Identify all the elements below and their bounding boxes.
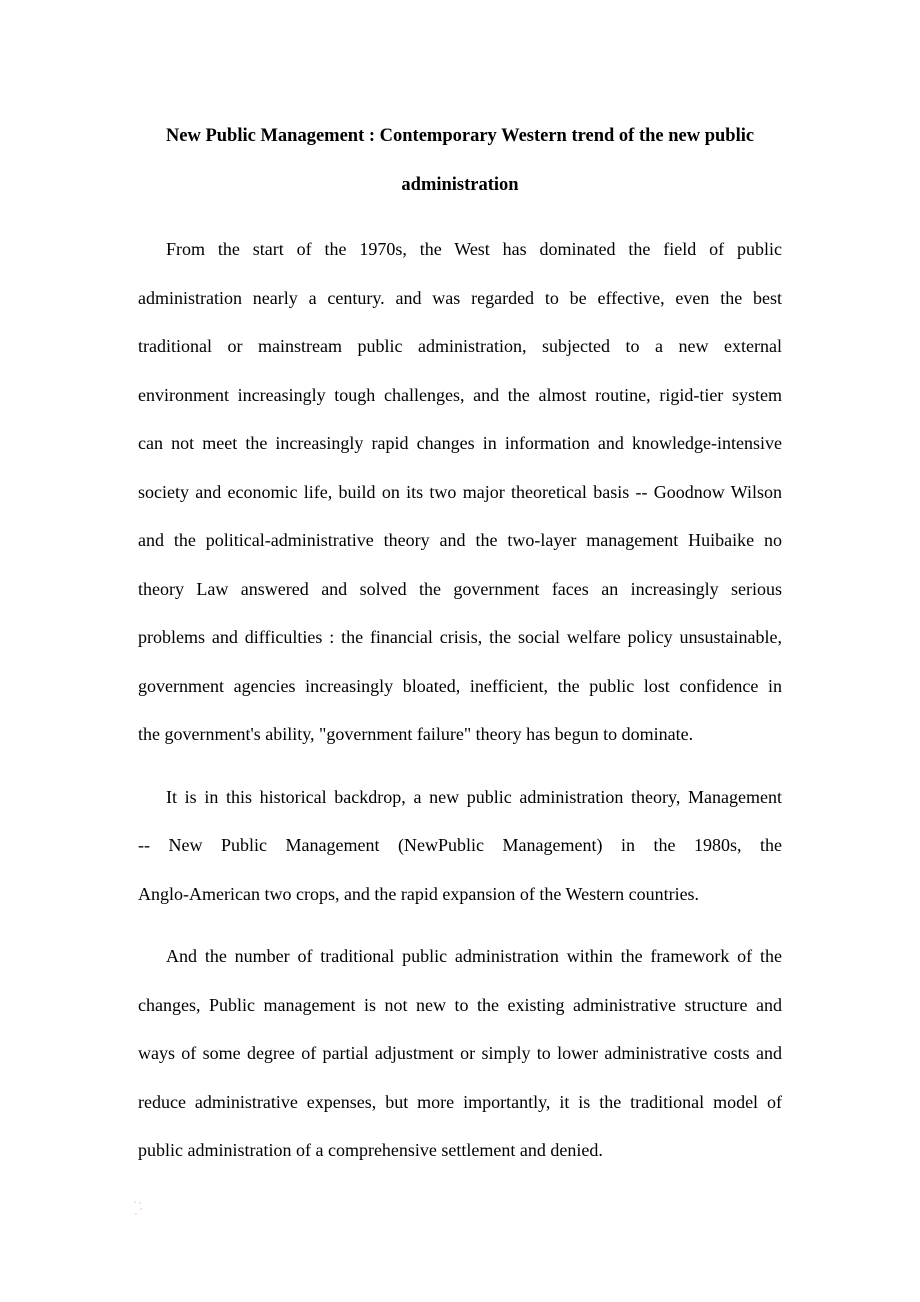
- text-line: traditional or mainstream public administration, subjected to a new external: [138, 336, 782, 356]
- paragraph: [138, 225, 782, 759]
- text-line: public administration of a comprehensive settlement and denied.: [138, 1140, 603, 1160]
- text-line: problems and difficulties : the financial crisis, the social welfare policy unsustainable,: [138, 627, 782, 647]
- document-body: [138, 225, 782, 1175]
- text-line: theory Law answered and solved the government faces an increasingly serious: [138, 578, 782, 599]
- text-line: reduce administrative expenses, but more importantly, it is the traditional model of: [138, 1091, 782, 1112]
- text-line: and the political-administrative theory and the two-layer management Huibaike no: [138, 530, 782, 550]
- text-line: society and economic life, build on its two major theoretical basis -- Goodnow Wilson: [138, 481, 782, 502]
- text-line: From the start of the 1970s, the West has dominated the field of public: [166, 239, 782, 259]
- text-line: environment increasingly tough challenges, and the almost routine, rigid-tier system: [138, 384, 782, 405]
- text-line: It is in this historical backdrop, a new public administration theory, Management: [166, 786, 782, 807]
- text-line: administration nearly a century. and was regarded to be effective, even the best: [138, 287, 782, 308]
- document-title: [138, 112, 782, 209]
- paragraph: [138, 773, 782, 919]
- text-line: can not meet the increasingly rapid changes in information and knowledge-intensive: [138, 433, 782, 453]
- text-line: ways of some degree of partial adjustment or simply to lower administrative costs and: [138, 1043, 782, 1063]
- title-line: New Public Management : Contemporary Western trend of the new public: [165, 126, 755, 146]
- text-line: government agencies increasingly bloated, inefficient, the public lost confidence in: [138, 675, 782, 696]
- title-line: administration: [401, 174, 519, 195]
- text-line: And the number of traditional public administration within the framework of the: [166, 946, 782, 966]
- text-line: the government's ability, "government failure" theory has begun to dominate.: [138, 724, 694, 744]
- text-line: -- New Public Management (NewPublic Management) in the 1980s, the: [138, 835, 782, 855]
- scan-artifact-dots: [134, 1201, 136, 1203]
- text-line: changes, Public management is not new to the existing administrative structure and: [138, 994, 782, 1015]
- text-line: Anglo-American two crops, and the rapid expansion of the Western countries.: [138, 883, 700, 904]
- paragraph: [138, 932, 782, 1175]
